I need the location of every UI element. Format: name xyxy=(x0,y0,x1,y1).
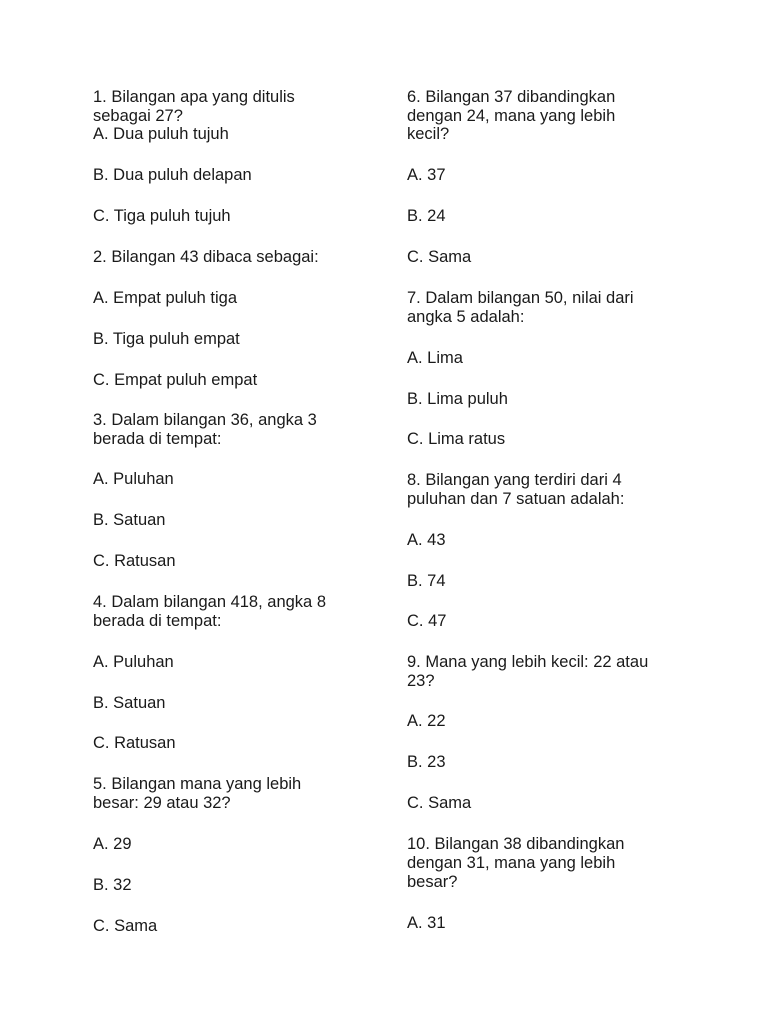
question-2-line-1: 2. Bilangan 43 dibaca sebagai: xyxy=(93,248,319,266)
question-2-option-b: B. Tiga puluh empat xyxy=(93,330,240,348)
question-4-line-1: 4. Dalam bilangan 418, angka 8 xyxy=(93,593,326,611)
question-5-option-b: B. 32 xyxy=(93,876,132,894)
question-8-option-c: C. 47 xyxy=(407,612,447,630)
question-2-option-a: A. Empat puluh tiga xyxy=(93,289,238,307)
question-6-line-2: dengan 24, mana yang lebih xyxy=(407,107,616,125)
question-10-line-1: 10. Bilangan 38 dibandingkan xyxy=(407,835,625,853)
question-6-line-3: kecil? xyxy=(407,125,450,143)
question-3-line-2: berada di tempat: xyxy=(93,430,222,448)
question-7-line-1: 7. Dalam bilangan 50, nilai dari xyxy=(407,289,634,307)
question-3-option-a: A. Puluhan xyxy=(93,470,174,488)
question-3-option-c: C. Ratusan xyxy=(93,552,176,570)
question-4-option-a: A. Puluhan xyxy=(93,653,174,671)
question-9-line-1: 9. Mana yang lebih kecil: 22 atau xyxy=(407,653,649,671)
question-7-option-a: A. Lima xyxy=(407,349,463,367)
question-10-line-3: besar? xyxy=(407,873,458,891)
question-4-option-c: C. Ratusan xyxy=(93,734,176,752)
question-1-option-c: C. Tiga puluh tujuh xyxy=(93,207,231,225)
question-1-line-2: sebagai 27? xyxy=(93,107,183,125)
question-5-option-a: A. 29 xyxy=(93,835,132,853)
question-5-line-1: 5. Bilangan mana yang lebih xyxy=(93,775,302,793)
question-8-line-2: puluhan dan 7 satuan adalah: xyxy=(407,490,625,508)
question-1-line-1: 1. Bilangan apa yang ditulis xyxy=(93,88,295,106)
question-8-line-1: 8. Bilangan yang terdiri dari 4 xyxy=(407,471,622,489)
question-5-line-2: besar: 29 atau 32? xyxy=(93,794,231,812)
question-4-line-2: berada di tempat: xyxy=(93,612,222,630)
question-7-option-b: B. Lima puluh xyxy=(407,390,508,408)
question-6-option-b: B. 24 xyxy=(407,207,446,225)
question-2-option-c: C. Empat puluh empat xyxy=(93,371,258,389)
question-9-line-2: 23? xyxy=(407,672,435,690)
question-8-option-a: A. 43 xyxy=(407,531,446,549)
question-9-option-c: C. Sama xyxy=(407,794,472,812)
question-3-line-1: 3. Dalam bilangan 36, angka 3 xyxy=(93,411,317,429)
question-4-option-b: B. Satuan xyxy=(93,694,166,712)
question-3-option-b: B. Satuan xyxy=(93,511,166,529)
question-6-line-1: 6. Bilangan 37 dibandingkan xyxy=(407,88,616,106)
question-1-option-b: B. Dua puluh delapan xyxy=(93,166,252,184)
question-10-line-2: dengan 31, mana yang lebih xyxy=(407,854,616,872)
question-1-option-a: A. Dua puluh tujuh xyxy=(93,125,229,143)
question-6-option-c: C. Sama xyxy=(407,248,472,266)
question-9-option-b: B. 23 xyxy=(407,753,446,771)
question-7-option-c: C. Lima ratus xyxy=(407,430,506,448)
question-8-option-b: B. 74 xyxy=(407,572,446,590)
question-7-line-2: angka 5 adalah: xyxy=(407,308,525,326)
question-5-option-c: C. Sama xyxy=(93,917,158,935)
question-10-option-a: A. 31 xyxy=(407,914,446,932)
question-9-option-a: A. 22 xyxy=(407,712,446,730)
question-6-option-a: A. 37 xyxy=(407,166,446,184)
